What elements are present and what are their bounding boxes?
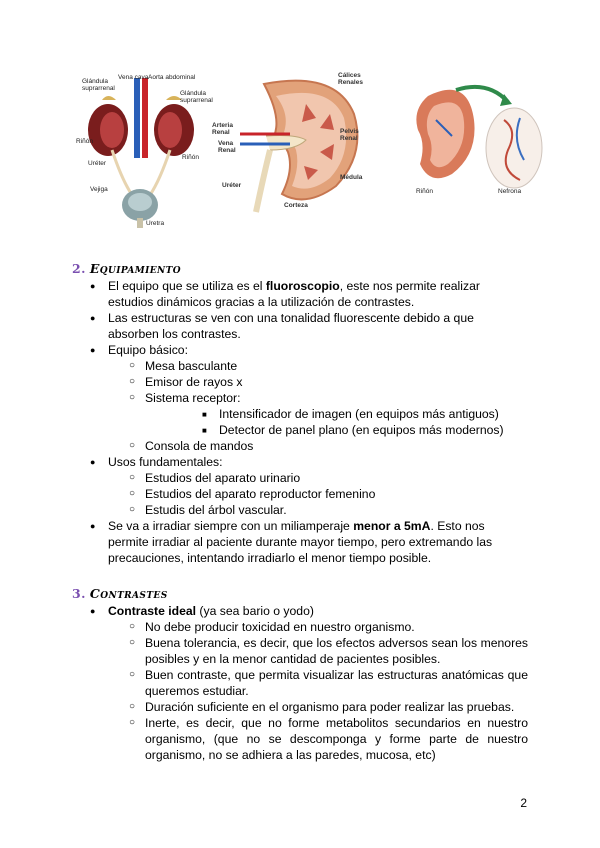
- fig2-label: Pelvis Renal: [340, 128, 359, 142]
- fig3-label: Nefrona: [498, 188, 522, 195]
- fig2-label: Arteria Renal: [212, 122, 233, 136]
- text: Sistema receptor:: [145, 391, 241, 405]
- text: El equipo que se utiliza es el: [108, 279, 266, 293]
- sublist-item: ○ Estudios del aparato urinario: [108, 470, 528, 486]
- text: Se va a irradiar siempre con un miliamperaje: [108, 519, 354, 533]
- fig1-label: Uretra: [146, 220, 165, 227]
- list-item: [88, 454, 528, 518]
- subsublist-item: ■ Detector de panel plano (en equipos más modernos): [145, 422, 528, 438]
- subsublist: [145, 406, 528, 438]
- sublist-item: ○ Inerte, es decir, que no forme metabolitos secundarios en nuestro organismo, (que no se descomponga y forme parte de nuestro organismo, no se adhiera a las paredes, mucosa, etc): [108, 715, 528, 763]
- fig2-label: Cálices Renales: [338, 72, 363, 86]
- kidney-section-illustration: [226, 74, 376, 214]
- section-heading-equipamiento: [72, 261, 181, 276]
- list-item: [88, 603, 528, 763]
- fig2-label: Vena Renal: [218, 140, 236, 154]
- fig2-label: Uréter: [222, 182, 242, 189]
- section-title: Contrastes: [89, 586, 168, 601]
- fig1-label: Riñón: [182, 154, 199, 161]
- kidney-section-figure: [212, 72, 376, 214]
- list-item: [88, 342, 528, 454]
- section-number: 2.: [72, 261, 86, 276]
- figures-row: [70, 70, 550, 230]
- list-item: [88, 518, 528, 566]
- text: (ya sea bario o yodo): [196, 604, 314, 618]
- equipment-list: [88, 278, 528, 566]
- nephron-figure: [408, 80, 548, 200]
- sublist: [108, 358, 528, 454]
- sublist-item: ○ No debe producir toxicidad en nuestro organismo.: [108, 619, 528, 635]
- subsublist-item: ■ Intensificador de imagen (en equipos más antiguos): [145, 406, 528, 422]
- text: Equipo básico:: [108, 343, 188, 357]
- fig2-label: Médula: [340, 174, 363, 181]
- urinary-system-figure: [76, 70, 213, 230]
- fig1-label: Aorta abdominal: [148, 74, 196, 81]
- fig1-label: Riñón: [76, 138, 93, 145]
- sublist-item: ○ Buen contraste, que permita visualizar las estructuras anatómicas que queremos estudiar.: [108, 667, 528, 699]
- list-item: [88, 278, 528, 310]
- fig1-label: Glándula suprarrenal: [180, 90, 213, 104]
- fig2-label: Corteza: [284, 202, 308, 209]
- sublist-item: ○ Duración suficiente en el organismo para poder realizar las pruebas.: [108, 699, 528, 715]
- sublist: [108, 470, 528, 518]
- fig1-label: Vejiga: [90, 186, 108, 193]
- bold-term: Contraste ideal: [108, 604, 197, 618]
- nephron-illustration: [408, 80, 548, 200]
- bold-term: fluoroscopio: [265, 279, 340, 293]
- sublist: [108, 619, 528, 763]
- fig1-label: Glándula suprarrenal: [82, 78, 115, 92]
- bold-term: menor a 5mA: [353, 519, 431, 533]
- sublist-item: ○ Emisor de rayos x: [108, 374, 528, 390]
- text: . Esto nos permite irradiar al paciente durante mayor tiempo, pero extremando las precauciones, intentando irradiarlo el menor tiempo posible.: [108, 519, 493, 565]
- sublist-item: ○ Consola de mandos: [108, 438, 528, 454]
- text: Usos fundamentales:: [108, 455, 223, 469]
- sublist-item: ○ Estudis del árbol vascular.: [108, 502, 528, 518]
- fig1-label: Vena cava: [118, 74, 149, 81]
- text: , este nos permite realizar estudios dinámicos gracias a la utilización de contrastes.: [108, 279, 480, 309]
- section-number: 3.: [72, 586, 86, 601]
- sublist-item: ○ Buena tolerancia, es decir, que los efectos adversos sean los menores posibles y en la menor cantidad de pacientes posibles.: [108, 635, 528, 667]
- section-heading-contrastes: [72, 586, 168, 601]
- list-item: ● Las estructuras se ven con una tonalidad fluorescente debido a que absorben los contrastes.: [88, 310, 528, 342]
- fig1-label: Uréter: [88, 160, 107, 167]
- page-number: 2: [520, 796, 527, 810]
- contrast-list: [88, 603, 528, 763]
- section-title: Equipamiento: [89, 261, 181, 276]
- sublist-item: ○ Estudios del aparato reproductor femenino: [108, 486, 528, 502]
- sublist-item: [108, 390, 528, 438]
- fig3-label: Riñón: [416, 188, 433, 195]
- sublist-item: ○ Mesa basculante: [108, 358, 528, 374]
